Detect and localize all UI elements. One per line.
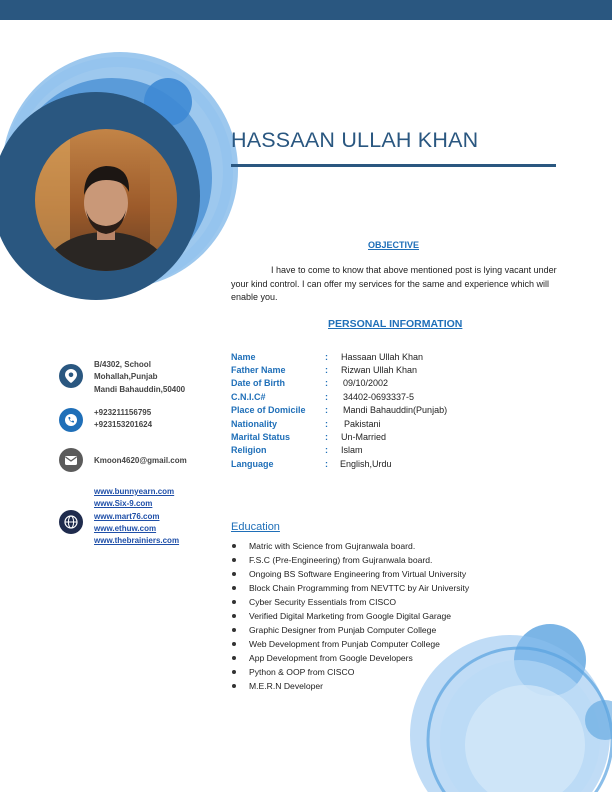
personal-colon: : — [325, 392, 328, 402]
education-item-text: App Development from Google Developers — [249, 653, 413, 663]
education-item-text: Python & OOP from CISCO — [249, 667, 355, 677]
education-item — [231, 541, 469, 555]
bullet-icon — [232, 628, 236, 632]
education-item — [231, 681, 469, 695]
bullet-icon — [232, 586, 236, 590]
personal-label: Nationality — [231, 419, 278, 429]
phone-block — [94, 407, 152, 432]
education-item — [231, 667, 469, 681]
bullet-icon — [232, 684, 236, 688]
education-item — [231, 597, 469, 611]
personal-info-title: PERSONAL INFORMATION — [328, 318, 463, 330]
personal-row — [231, 365, 561, 378]
personal-colon: : — [325, 432, 328, 442]
address-line: Mandi Bahauddin,50400 — [94, 384, 186, 394]
personal-value: Islam — [341, 445, 363, 455]
name-underline — [231, 164, 556, 167]
personal-label: C.N.I.C# — [231, 392, 266, 402]
education-title: Education — [231, 521, 280, 533]
bullet-icon — [232, 656, 236, 660]
personal-row — [231, 445, 561, 458]
personal-label: Father Name — [231, 365, 286, 375]
address-line: B/4302, School — [94, 360, 151, 369]
full-name: HASSAAN ULLAH KHAN — [231, 128, 479, 152]
bullet-icon — [232, 670, 236, 674]
personal-colon: : — [325, 378, 328, 388]
education-item-text: Verified Digital Marketing from Google Digital Garage — [249, 611, 452, 621]
address-block — [94, 359, 185, 396]
personal-row — [231, 352, 561, 365]
website-link[interactable]: www.Six-9.com — [94, 499, 153, 509]
personal-value: Mandi Bahauddin(Punjab) — [343, 405, 448, 415]
education-item — [231, 639, 469, 653]
education-item-text: Graphic Designer from Punjab Computer College — [249, 625, 437, 635]
location-icon — [59, 364, 83, 388]
education-item — [231, 583, 469, 597]
personal-colon: : — [325, 459, 328, 469]
phone-icon — [59, 408, 83, 432]
personal-row — [231, 392, 561, 405]
personal-value: English,Urdu — [340, 459, 392, 469]
personal-label: Marital Status — [231, 432, 291, 442]
personal-value: Hassaan Ullah Khan — [341, 352, 424, 362]
globe-icon — [59, 510, 83, 534]
education-item-text: Web Development from Punjab Computer College — [249, 639, 440, 649]
personal-colon: : — [325, 405, 328, 415]
website-link[interactable]: www.ethuw.com — [94, 523, 157, 533]
bullet-icon — [232, 600, 236, 604]
education-item — [231, 625, 469, 639]
personal-label: Religion — [231, 445, 267, 455]
bullet-icon — [232, 614, 236, 618]
personal-colon: : — [325, 419, 328, 429]
education-list — [231, 541, 469, 695]
personal-label: Name — [231, 352, 256, 362]
personal-row — [231, 419, 561, 432]
bullet-icon — [232, 558, 236, 562]
phone-number[interactable]: +923211156795 — [94, 408, 152, 417]
personal-label: Date of Birth — [231, 378, 285, 388]
education-item-text: M.E.R.N Developer — [249, 681, 324, 691]
objective-text: I have to come to know that above mentioned post is lying vacant under your kind control. I can offer my services for the same and experience which will enable you. — [231, 265, 557, 302]
education-item — [231, 569, 469, 583]
personal-label: Language — [231, 459, 274, 469]
header-bar — [0, 0, 612, 20]
personal-value: Rizwan Ullah Khan — [341, 365, 418, 375]
website-link[interactable]: www.bunnyearn.com — [94, 487, 175, 496]
personal-row — [231, 459, 561, 472]
education-item-text: Block Chain Programming from NEVTTC by Air University — [249, 583, 470, 593]
address-line: Mohallah,Punjab — [94, 372, 158, 382]
website-link[interactable]: www.mart76.com — [94, 511, 160, 521]
education-item — [231, 611, 469, 625]
email-address[interactable]: Kmoon4620@gmail.com — [94, 456, 187, 465]
bullet-icon — [232, 642, 236, 646]
website-list — [94, 486, 179, 547]
personal-row — [231, 432, 561, 445]
personal-label: Place of Domicile — [231, 405, 306, 415]
bullet-icon — [232, 544, 236, 548]
education-item — [231, 555, 469, 569]
personal-row — [231, 405, 561, 418]
personal-value: Un-Married — [341, 432, 387, 442]
education-item — [231, 653, 469, 667]
email-icon — [59, 448, 83, 472]
education-item-text: F.S.C (Pre-Engineering) from Gujranwala board. — [249, 555, 433, 565]
personal-colon: : — [325, 445, 328, 455]
website-link[interactable]: www.thebrainiers.com — [94, 536, 180, 546]
education-item-text: Ongoing BS Software Engineering from Virtual University — [249, 569, 467, 579]
objective-title: OBJECTIVE — [368, 240, 420, 250]
personal-value: 09/10/2002 — [343, 378, 389, 388]
decorative-circle-top — [0, 20, 240, 320]
personal-value: Pakistani — [344, 419, 381, 429]
personal-colon: : — [325, 365, 328, 375]
bullet-icon — [232, 572, 236, 576]
education-item-text: Matric with Science from Gujranwala board. — [249, 541, 416, 551]
personal-value: 34402-0693337-5 — [343, 392, 415, 402]
phone-number[interactable]: +923153201624 — [94, 420, 153, 430]
personal-colon: : — [325, 352, 328, 362]
personal-row — [231, 378, 561, 391]
education-item-text: Cyber Security Essentials from CISCO — [249, 597, 397, 607]
